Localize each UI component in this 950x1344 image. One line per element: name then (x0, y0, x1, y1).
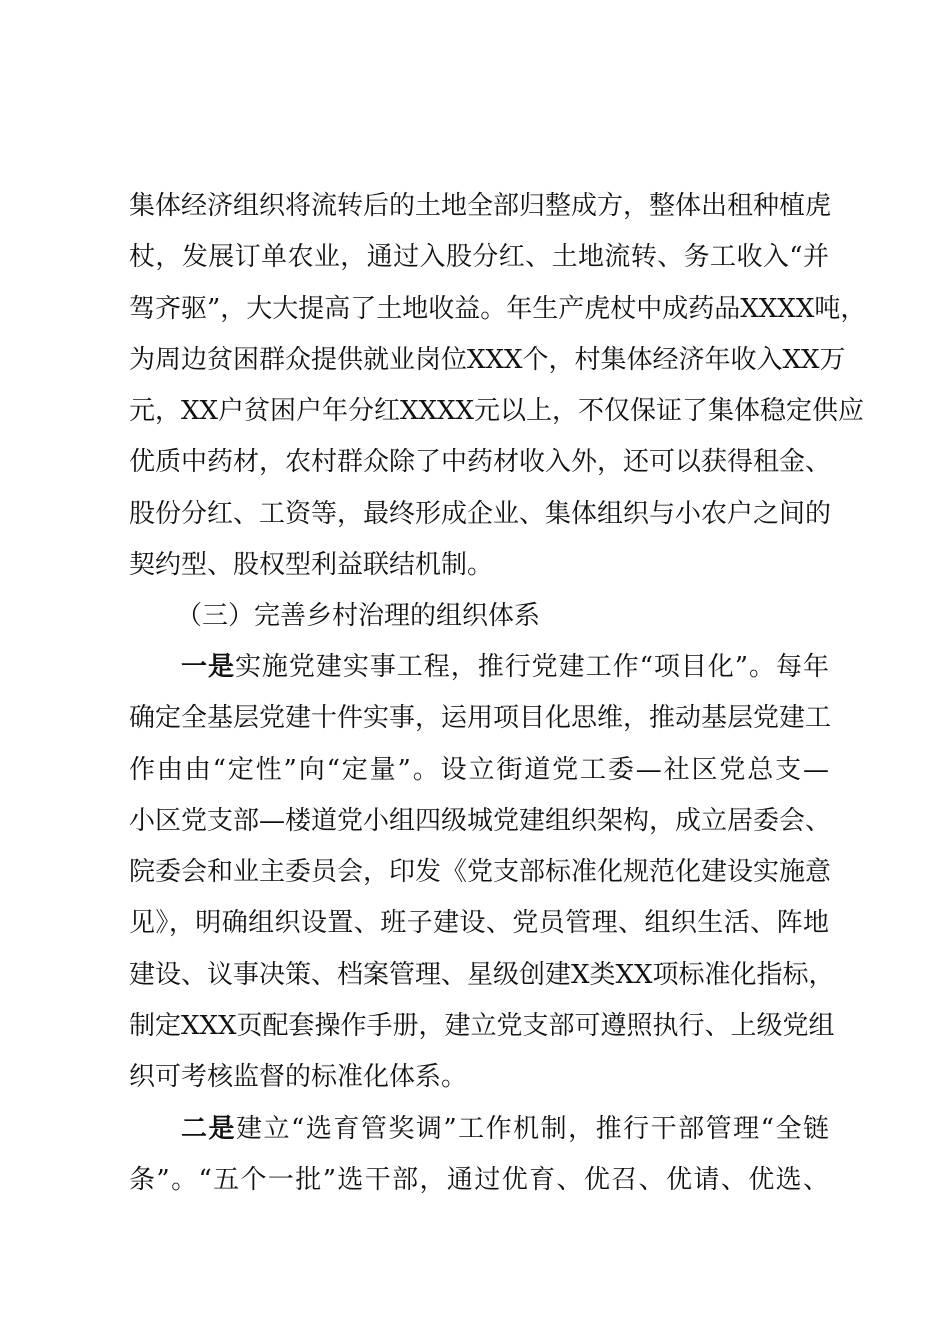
text-line: 小区党支部—楼道党小组四级城党建组织架构，成立居委会、 (129, 805, 832, 836)
paragraph-3 (129, 1104, 829, 1207)
text-line: 杖，发展订单农业，通过入股分红、土地流转、务工收入“并 (129, 242, 829, 273)
section-heading: （三）完善乡村治理的组织体系 (176, 601, 541, 631)
text-line-rest: 建立“选育管奖调”工作机制，推行干部管理“全链 (236, 1114, 829, 1144)
paragraph-1 (129, 181, 867, 591)
text-line: 驾齐驱”，大大提高了土地收益。年生产虎杖中成药品XXXX吨， (129, 293, 867, 324)
text-line: 股份分红、工资等，最终形成企业、集体组织与小农户之间的 (129, 498, 832, 529)
text-line: 作由由“定性”向“定量”。设立街道党工委—社区党总支— (129, 754, 829, 785)
text-line: 优质中药材，农村群众除了中药材收入外，还可以获得租金、 (129, 447, 832, 478)
text-line-first (129, 642, 829, 693)
text-line: 元，XX户贫困户年分红XXXX元以上，不仅保证了集体稳定供应 (129, 396, 865, 427)
text-line: 为周边贫困群众提供就业岗位XXX个，村集体经济年收入XX万 (129, 344, 846, 375)
text-line-first (129, 1104, 829, 1155)
text-line: 建设、议事决策、档案管理、星级创建X类XX项标准化指标， (129, 959, 835, 990)
section-heading-block (129, 591, 829, 642)
text-line: 制定XXX页配套操作手册，建立党支部可遵照执行、上级党组 (129, 1011, 835, 1042)
text-line-rest: 实施党建实事工程，推行党建工作“项目化”。每年 (234, 652, 829, 682)
text-line: 集体经济组织将流转后的土地全部归整成方，整体出租种植虎 (129, 191, 832, 221)
text-line: 见》，明确组织设置、班子建设、党员管理、组织生活、阵地 (129, 908, 829, 939)
paragraph-2 (129, 642, 835, 1104)
text-line: 确定全基层党建十件实事，运用项目化思维，推动基层党建工 (129, 703, 832, 734)
text-line: 织可考核监督的标准化体系。 (129, 1062, 468, 1093)
paragraph-lead: 一是 (181, 652, 235, 682)
paragraph-lead: 二是 (181, 1114, 237, 1144)
text-line: 条”。“五个一批”选干部，通过优育、优召、优请、优选、 (129, 1165, 829, 1196)
text-line: 院委会和业主委员会，印发《党支部标准化规范化建设实施意 (129, 857, 832, 888)
text-line: 契约型、股权型利益联结机制。 (129, 550, 494, 581)
